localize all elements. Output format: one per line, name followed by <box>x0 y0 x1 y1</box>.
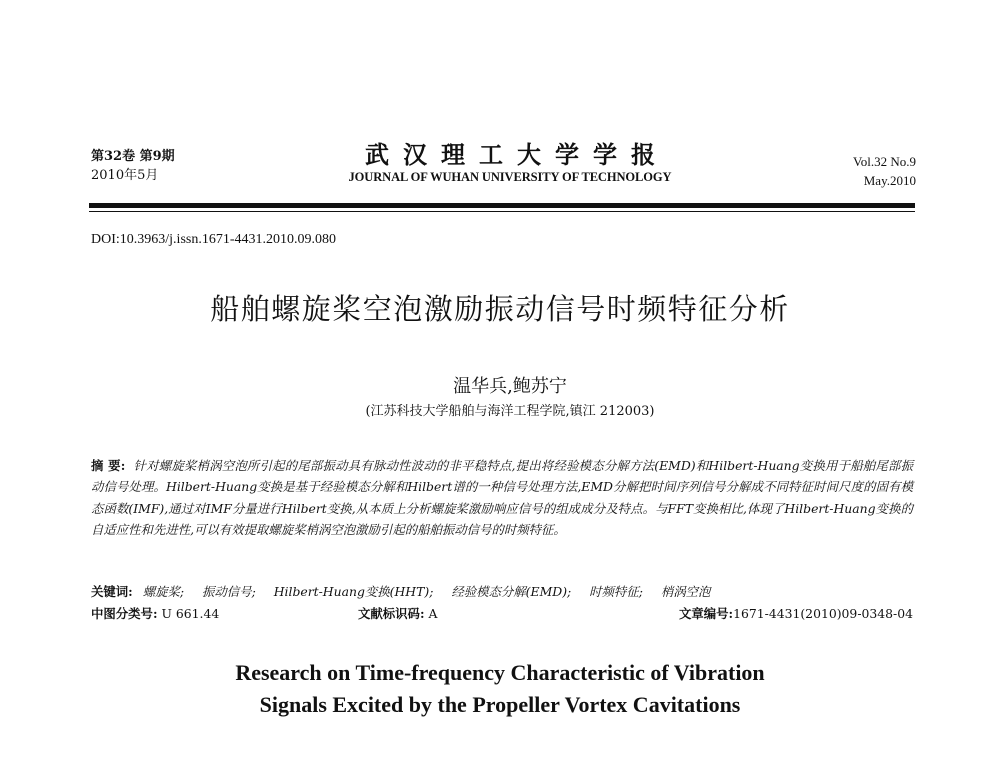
publication-date-en: May.2010 <box>863 173 916 188</box>
article-number-value: 1671-4431(2010)09-0348-04 <box>733 606 913 621</box>
abstract <box>91 455 913 541</box>
doc-code-label: 文献标识码: <box>358 606 425 621</box>
keyword-item: 振动信号; <box>202 584 256 599</box>
journal-masthead <box>300 141 720 185</box>
abstract-text: 针对螺旋桨梢涡空泡所引起的尾部振动具有脉动性波动的非平稳特点,提出将经验模态分解方法(EMD)和Hilbert-Huang变换用于船舶尾部振动信号处理。Hilbert-Huang变换是基于经验模态分解和Hilbert谱的一种信号处理方法,EMD分解把时间序列信号分解成不同特征时间尺度的固有模态函数(IMF),通过对IMF分量进行Hilbert变换,从本质上分析螺旋桨激励响应信号的组成成分及特点。与FFT变换相比,体现了Hilbert-Huang变换的自适应性和先进性,可以有效提取螺旋桨梢涡空泡激励引起的船舶振动信号的时频特征。 <box>91 458 913 538</box>
journal-issue-cn <box>91 147 175 185</box>
keywords-label: 关键词: <box>91 584 133 599</box>
classification-row <box>91 604 913 622</box>
volume-issue-cn: 第32卷 第9期 <box>91 149 175 164</box>
document-code <box>358 604 437 622</box>
keyword-item: 经验模态分解(EMD); <box>451 584 572 599</box>
title-en-line-2: Signals Excited by the Propeller Vortex Cavitations <box>259 692 741 717</box>
keyword-item: 螺旋桨; <box>142 584 185 599</box>
header-rule-thin <box>89 211 915 212</box>
title-en-line-1: Research on Time-frequency Characteristic of Vibration <box>235 660 765 685</box>
article-number <box>679 604 913 622</box>
article-number-label: 文章编号: <box>678 606 734 621</box>
keyword-item: Hilbert-Huang变换(HHT); <box>273 584 434 599</box>
keyword-item: 时频特征; <box>589 584 643 599</box>
paper-title-en <box>100 657 900 721</box>
doi: DOI:10.3963/j.issn.1671-4431.2010.09.080 <box>91 232 336 247</box>
clc-number <box>91 604 219 622</box>
doc-code-value: A <box>428 606 438 621</box>
abstract-label: 摘 要: <box>91 458 126 473</box>
volume-issue-en: Vol.32 No.9 <box>853 154 916 169</box>
journal-name-cn: 武汉理工大学学报 <box>365 140 669 169</box>
clc-value: U 661.44 <box>161 606 220 621</box>
journal-issue-en <box>853 152 916 190</box>
affiliation: (江苏科技大学船舶与海洋工程学院,镇江 212003) <box>365 404 655 419</box>
keywords <box>91 583 913 601</box>
keyword-item: 梢涡空泡 <box>660 584 711 599</box>
journal-name-en: JOURNAL OF WUHAN UNIVERSITY OF TECHNOLOGY <box>348 170 672 184</box>
paper-title-cn: 船舶螺旋桨空泡激励振动信号时频特征分析 <box>210 292 790 326</box>
publication-date-cn: 2010年5月 <box>91 168 159 183</box>
header-rule-thick <box>89 203 915 208</box>
authors: 温华兵,鲍苏宁 <box>453 376 567 397</box>
clc-label: 中图分类号: <box>91 606 158 621</box>
